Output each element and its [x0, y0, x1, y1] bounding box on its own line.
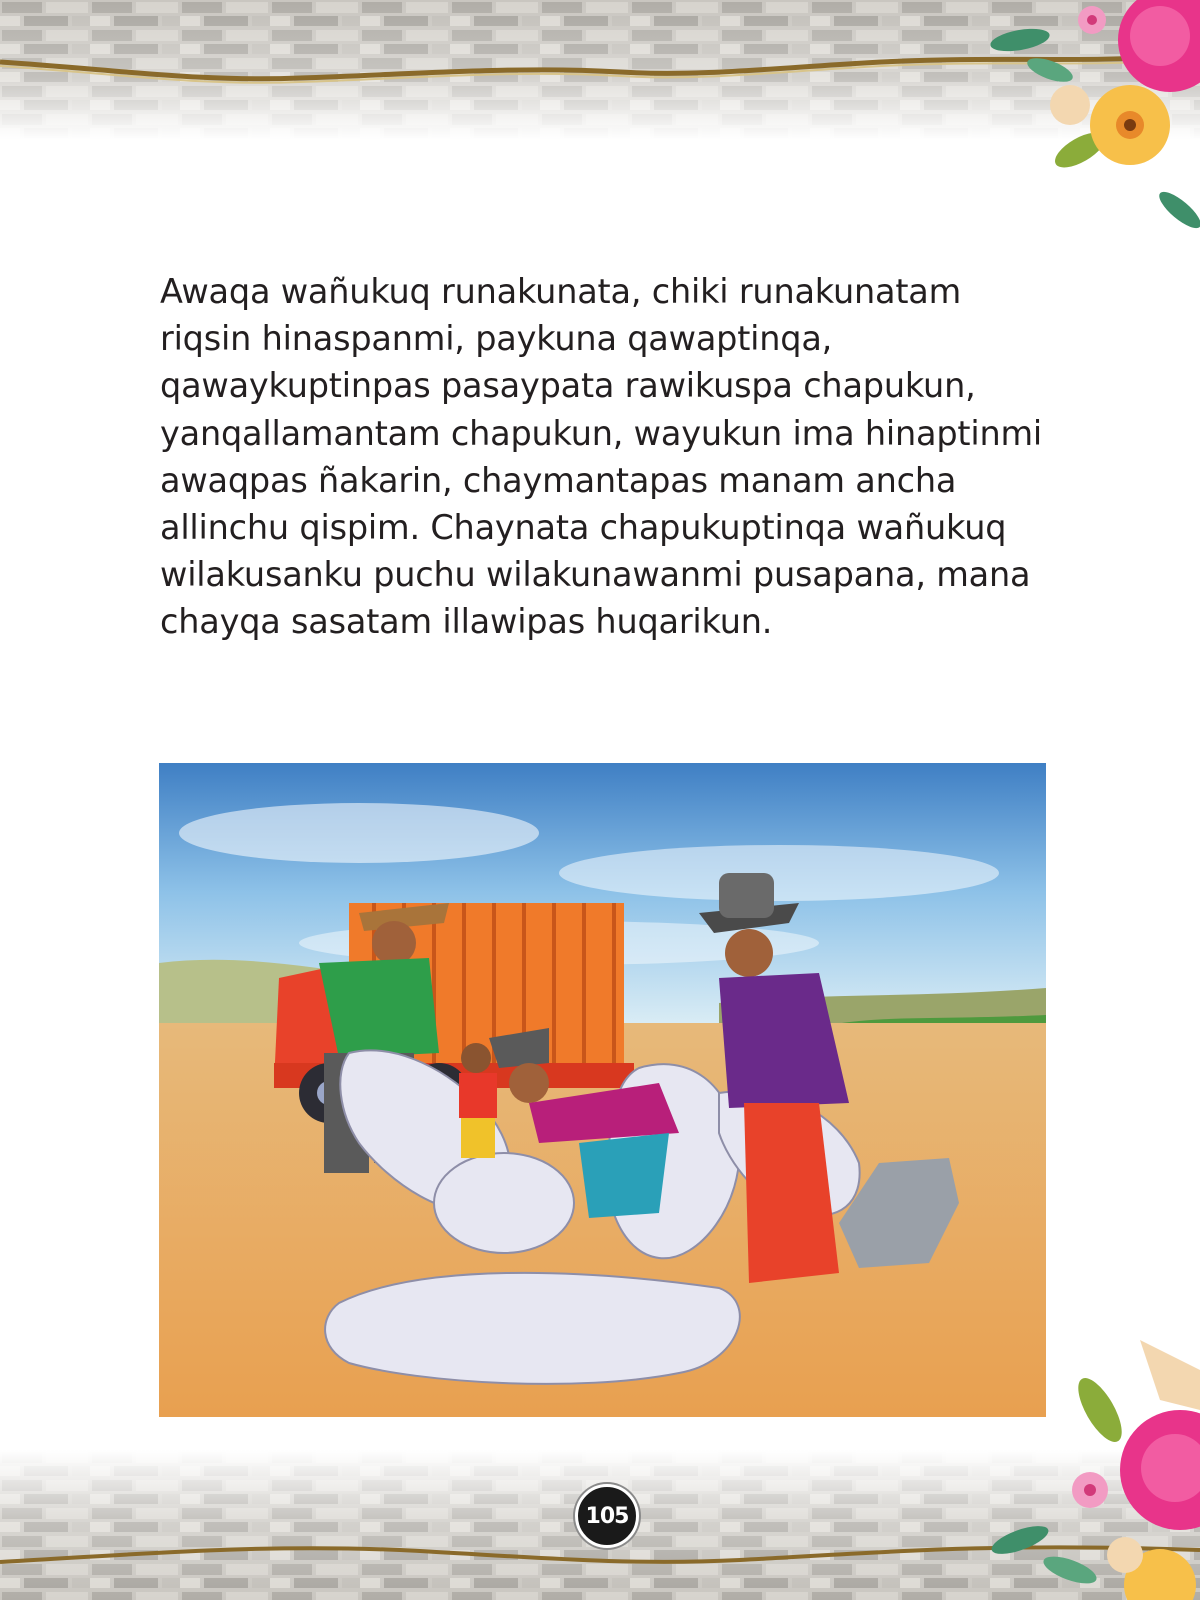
- illustration: [159, 763, 1046, 1417]
- top-flower-decoration: [980, 0, 1200, 250]
- story-paragraph: Awaqa wañukuq runakunata, chiki runakunatam riqsin hinaspanmi, paykuna qawaptinqa, qawaykuptinpas pasaypata rawikuspa chapukun, yanqallamantam chapukun, wayukun ima hinaptinmi awaqpas ñakarin, chaymantapas manam ancha allinchu qispim. Chaynata chapukuptinqa wañukuq wilakusanku puchu wilakunawanmi pusapana, mana chayqa sasatam illawipas huqarikun.: [160, 272, 1043, 642]
- page-number-badge: 105: [575, 1484, 639, 1548]
- bottom-flower-decoration: [960, 1340, 1200, 1600]
